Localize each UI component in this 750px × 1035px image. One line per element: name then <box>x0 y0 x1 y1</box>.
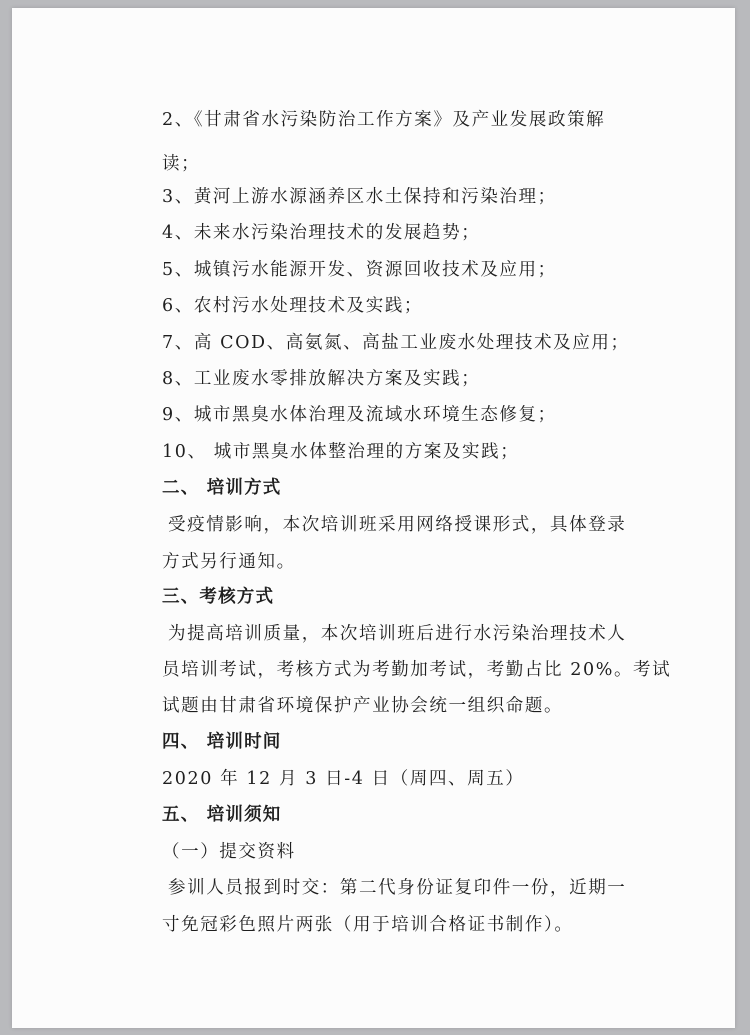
section-heading-assessment-method: 三、考核方式 <box>162 587 275 607</box>
list-item-9: 9、城市黑臭水体治理及流域水环境生态修复； <box>162 405 557 425</box>
paragraph-assessment-continuation-2: 试题由甘肃省环境保护产业协会统一组织命题。 <box>162 696 564 716</box>
paragraph-training-method: 受疫情影响，本次培训班采用网络授课形式，具体登录 <box>168 515 627 535</box>
paragraph-training-method-continuation: 方式另行通知。 <box>162 552 296 572</box>
list-item-10: 10、 城市黑臭水体整治理的方案及实践； <box>162 442 520 462</box>
list-item-7: 7、高 COD、高氨氮、高盐工业废水处理技术及应用； <box>162 333 630 353</box>
paragraph-assessment: 为提高培训质量，本次培训班后进行水污染治理技术人 <box>168 624 627 644</box>
subsection-heading-submit-materials: （一）提交资料 <box>162 842 296 862</box>
list-item-8: 8、工业废水零排放解决方案及实践； <box>162 369 481 389</box>
training-time-value: 2020 年 12 月 3 日-4 日（周四、周五） <box>162 769 525 789</box>
list-item-6: 6、农村污水处理技术及实践； <box>162 296 424 316</box>
list-item-4: 4、未来水污染治理技术的发展趋势； <box>162 223 481 243</box>
paragraph-submit-materials-continuation: 寸免冠彩色照片两张（用于培训合格证书制作）。 <box>162 915 574 935</box>
document-page <box>12 8 735 1028</box>
paragraph-assessment-continuation-1: 员培训考试，考核方式为考勤加考试，考勤占比 20%。考试 <box>162 660 672 680</box>
list-item-2: 2、《甘肃省水污染防治工作方案》及产业发展政策解 <box>162 110 606 130</box>
list-item-2-continuation: 读； <box>162 154 201 174</box>
section-heading-training-method: 二、 培训方式 <box>162 478 282 498</box>
paragraph-submit-materials: 参训人员报到时交：第二代身份证复印件一份，近期一 <box>168 878 627 898</box>
list-item-3: 3、黄河上游水源涵养区水土保持和污染治理； <box>162 187 557 207</box>
section-heading-training-time: 四、 培训时间 <box>162 732 282 752</box>
section-heading-training-notes: 五、 培训须知 <box>162 805 282 825</box>
list-item-5: 5、城镇污水能源开发、资源回收技术及应用； <box>162 260 557 280</box>
